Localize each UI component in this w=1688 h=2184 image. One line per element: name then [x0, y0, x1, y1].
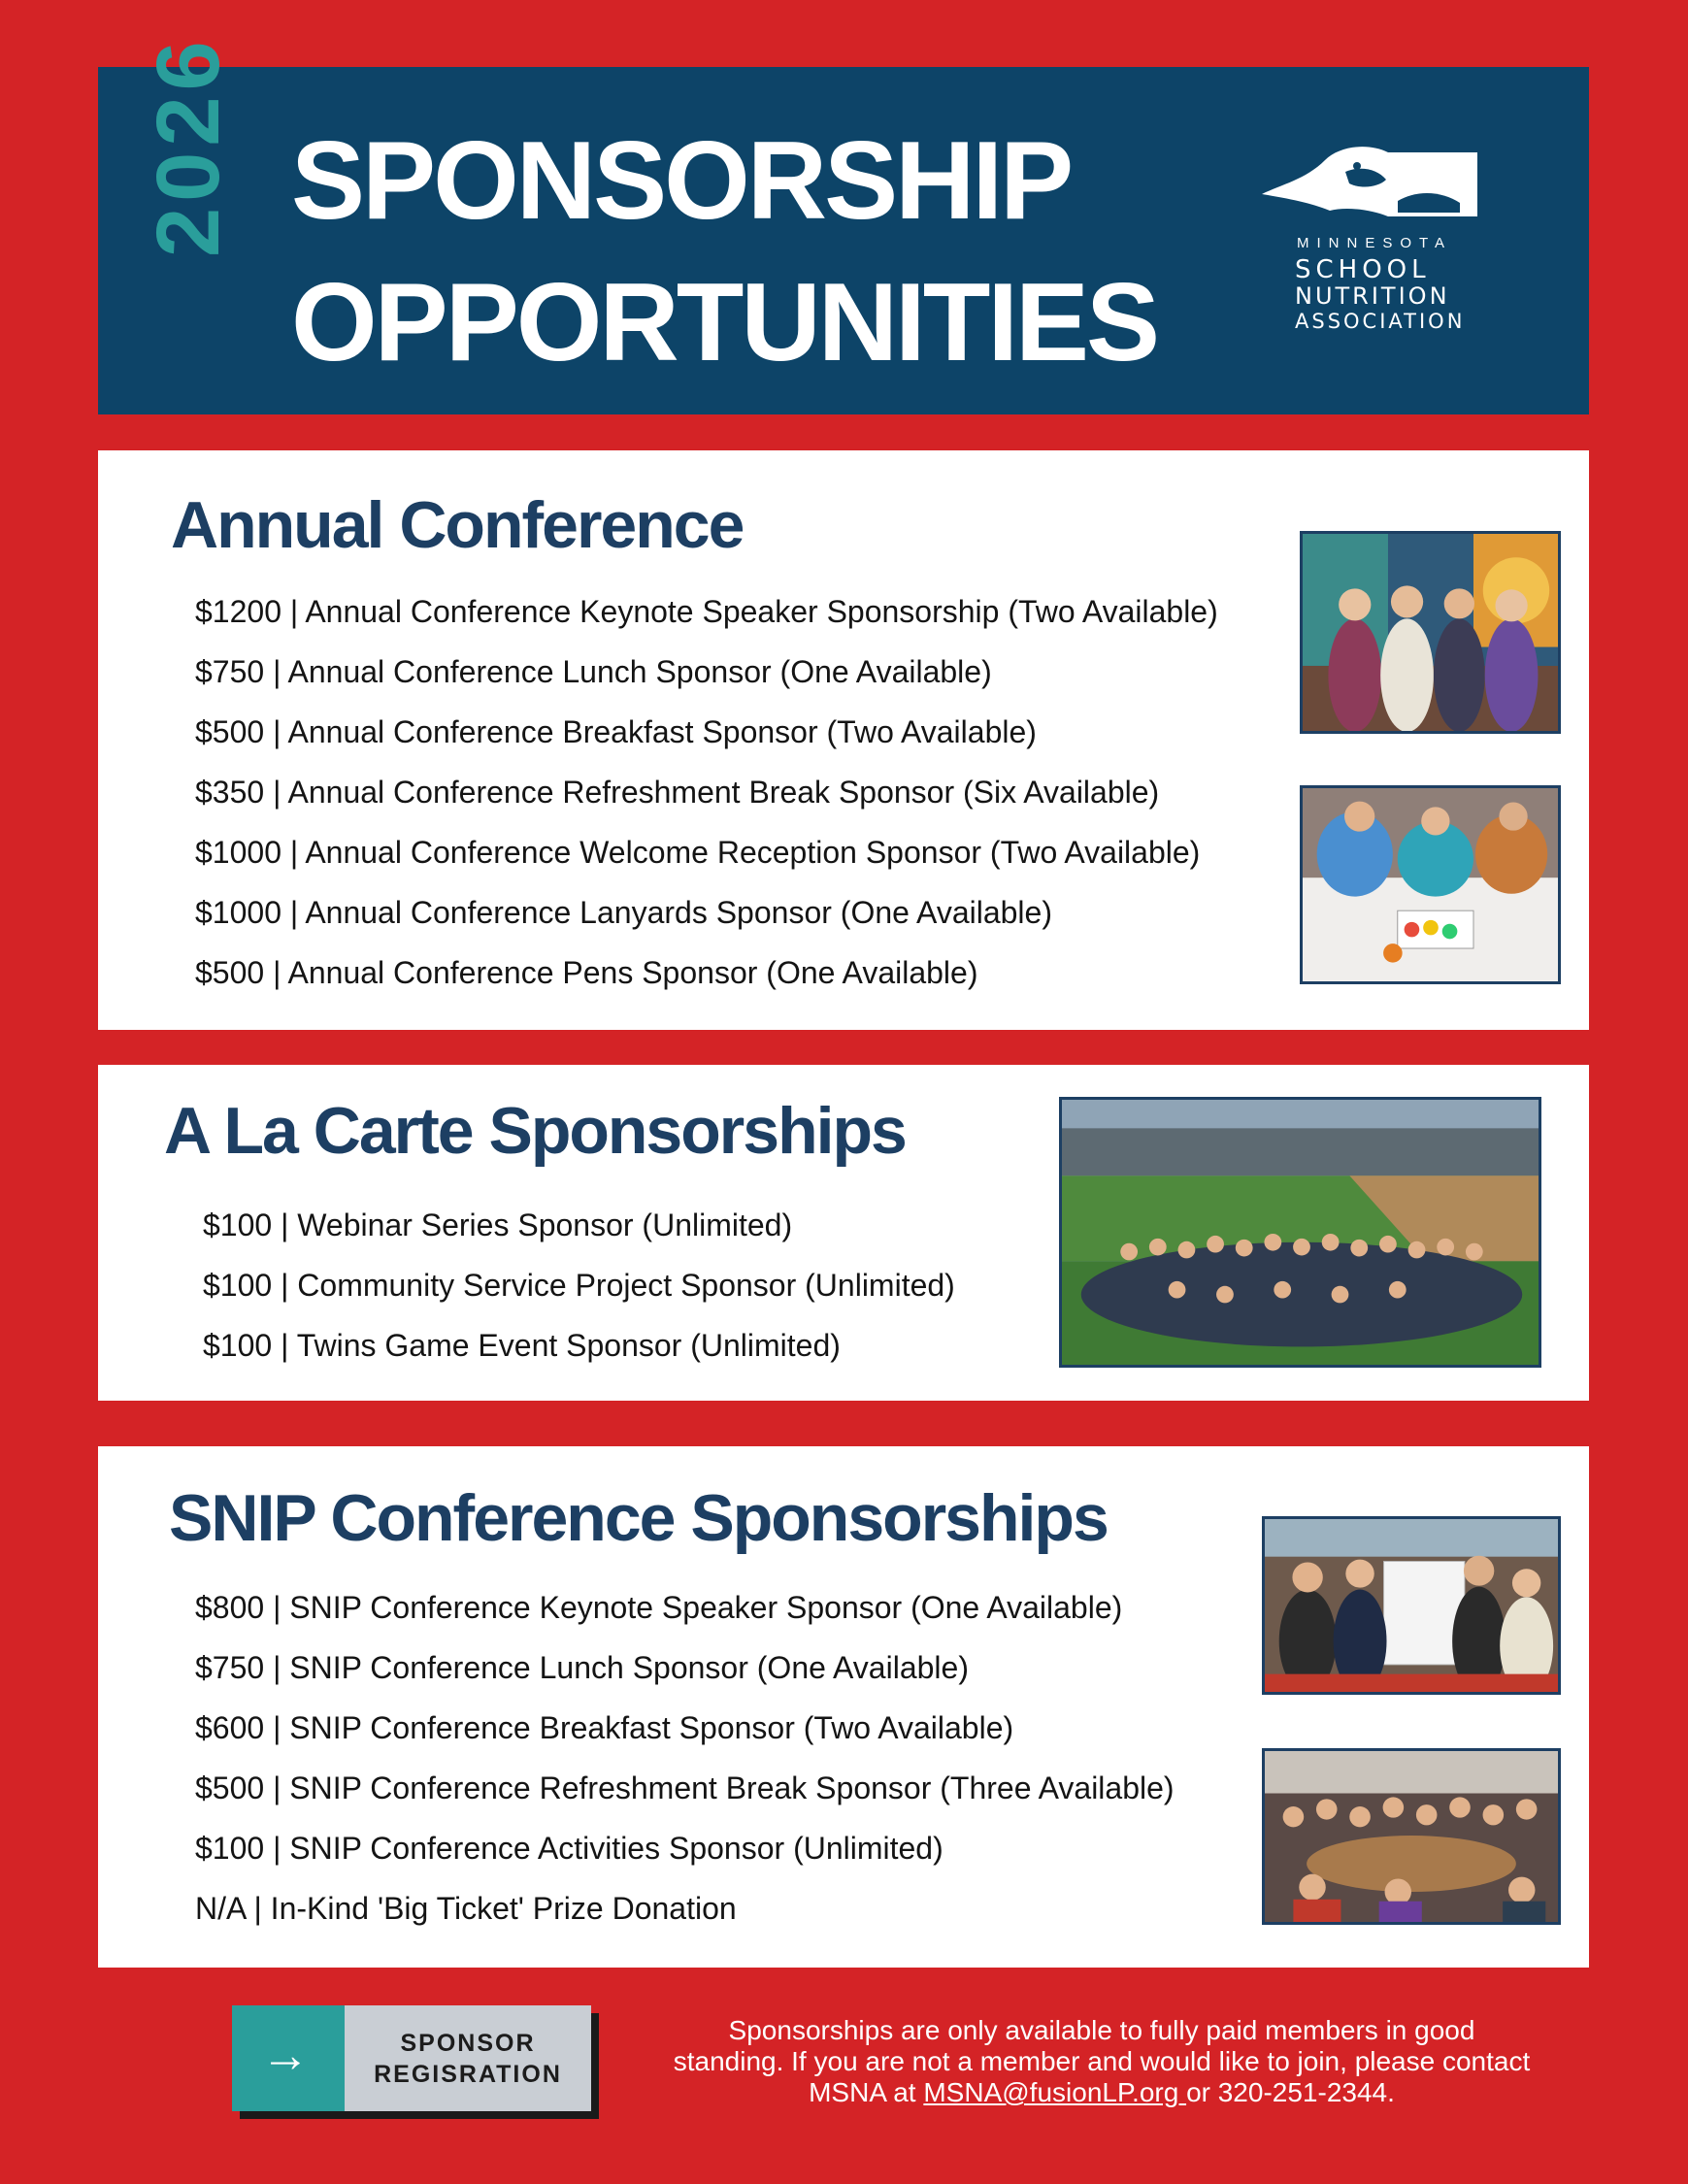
snip-conference-list: [195, 1577, 1175, 1938]
list-item: $750 | Annual Conference Lunch Sponsor (One Available): [195, 654, 992, 689]
membership-note: [670, 2015, 1534, 2108]
year-label: 2026: [139, 35, 238, 257]
note-phone: or 320-251-2344.: [1186, 2077, 1395, 2107]
list-item: $1200 | Annual Conference Keynote Speaker Sponsorship (Two Available): [195, 594, 1218, 629]
a-la-carte-card: [98, 1065, 1589, 1401]
snip-conference-title: SNIP Conference Sponsorships: [169, 1481, 1108, 1555]
list-item: $500 | Annual Conference Breakfast Sponsor (Two Available): [195, 714, 1037, 749]
list-item: $100 | Twins Game Event Sponsor (Unlimited): [203, 1328, 841, 1363]
list-item: $100 | SNIP Conference Activities Sponsor (Unlimited): [195, 1831, 943, 1866]
snip-conference-card: [98, 1446, 1589, 1968]
a-la-carte-title: A La Carte Sponsorships: [164, 1094, 906, 1168]
list-item: $750 | SNIP Conference Lunch Sponsor (One Available): [195, 1650, 969, 1685]
arrow-right-icon[interactable]: →: [232, 2005, 345, 2111]
snip-conference-photo-group: [1262, 1516, 1561, 1695]
list-item: $500 | Annual Conference Pens Sponsor (One Available): [195, 955, 978, 990]
annual-conference-photo-welcome: [1300, 531, 1561, 734]
list-item: $100 | Community Service Project Sponsor (Unlimited): [203, 1268, 955, 1303]
logo-text-nutrition: NUTRITION: [1295, 282, 1450, 310]
sponsor-registration-label[interactable]: [345, 2005, 591, 2111]
logo-text-school: SCHOOL: [1295, 255, 1431, 284]
annual-conference-card: [98, 450, 1589, 1030]
a-la-carte-list: [203, 1195, 955, 1375]
msna-logo: [1250, 141, 1483, 340]
list-item: $800 | SNIP Conference Keynote Speaker Sponsor (One Available): [195, 1590, 1123, 1625]
email-link[interactable]: MSNA@fusionLP.org: [923, 2077, 1187, 2107]
list-item: $500 | SNIP Conference Refreshment Break Sponsor (Three Available): [195, 1770, 1175, 1805]
list-item: $1000 | Annual Conference Lanyards Sponsor (One Available): [195, 895, 1052, 930]
note-text: Sponsorships are only available to fully paid members in good standing. If you are not a member and would like to join, please contact MSNA at: [673, 2015, 1531, 2107]
button-label-line2: REGISRATION: [374, 2060, 562, 2088]
list-item: $600 | SNIP Conference Breakfast Sponsor (Two Available): [195, 1710, 1014, 1745]
list-item: $350 | Annual Conference Refreshment Break Sponsor (Six Available): [195, 775, 1160, 810]
button-label-line1: SPONSOR: [400, 2029, 536, 2057]
sponsor-registration-button[interactable]: [232, 2005, 599, 2119]
logo-text-association: ASSOCIATION: [1295, 310, 1466, 333]
loon-bird-logo-icon: [1252, 141, 1481, 233]
list-item: $1000 | Annual Conference Welcome Reception Sponsor (Two Available): [195, 835, 1201, 870]
annual-conference-title: Annual Conference: [171, 488, 744, 562]
annual-conference-list: [195, 581, 1218, 1003]
snip-conference-photo-dinner: [1262, 1748, 1561, 1925]
title-line-2: OPPORTUNITIES: [291, 261, 1158, 384]
list-item: N/A | In-Kind 'Big Ticket' Prize Donation: [195, 1891, 737, 1926]
a-la-carte-photo-twins-game: [1059, 1097, 1541, 1368]
logo-text-minnesota: MINNESOTA: [1297, 235, 1453, 251]
list-item: $100 | Webinar Series Sponsor (Unlimited): [203, 1208, 793, 1242]
annual-conference-photo-activity: [1300, 785, 1561, 984]
title-line-1: SPONSORSHIP: [291, 119, 1072, 243]
